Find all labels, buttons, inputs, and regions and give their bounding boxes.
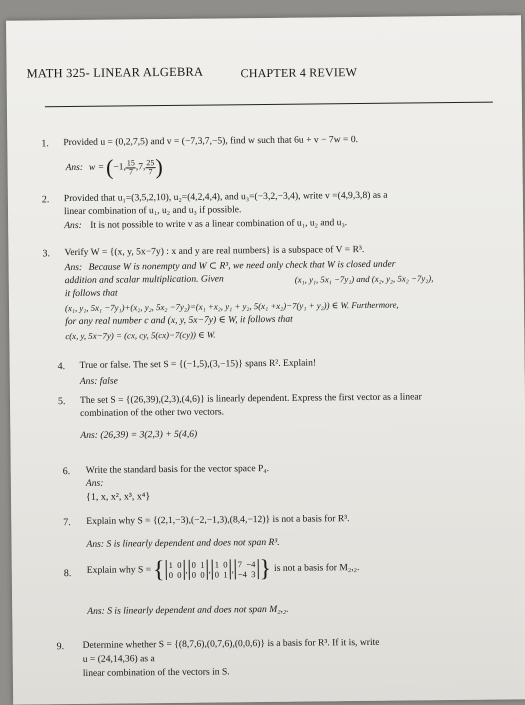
- problem-9-number: 9.: [56, 641, 65, 653]
- problem-3-answer-line5: for any real number c and (x, y, 5x−7y) ∈ W, it follows that: [65, 313, 293, 328]
- problem-3-answer-line6: c(x, y, 5x−7y) = (cx, cy, 5(cx)−7(cy)) ∈ W.: [65, 329, 216, 342]
- chapter-title: CHAPTER 4 REVIEW: [240, 65, 358, 81]
- problem-7-number: 7.: [63, 517, 71, 529]
- set-close-brace: }: [259, 555, 272, 583]
- problem-4-number: 4.: [57, 361, 66, 373]
- problem-6-text: Write the standard basis for the vector space P₄.: [85, 462, 270, 476]
- fraction-25-7: $\frac{25}{7}$: [146, 157, 155, 176]
- problem-2-line1: Provided that u₁=(3,5,2,10), u₂=(4,2,4,4), and u₃=(−3,2,−3,4), write v =(4,9,3,8) as a: [63, 189, 388, 205]
- matrix-4: 7 −4 −4 3: [235, 559, 259, 579]
- problem-9-line3: linear combination of the vectors in S.: [82, 666, 230, 679]
- matrix-1: 1 0 0 0: [166, 560, 185, 580]
- header-divider: [45, 102, 493, 108]
- problem-4-text: True or false. The set S = {(−1,5),(3,−15)} spans R². Explain!: [79, 357, 317, 371]
- matrix-3: 1 0 0 1: [212, 559, 231, 579]
- problem-7-answer: Ans: S is linearly dependent and does not span R³.: [86, 536, 280, 550]
- problem-3-answer-line2a: addition and scalar multiplication. Given: [64, 273, 224, 287]
- problem-3-number: 3.: [42, 248, 51, 260]
- right-paren: ): [155, 154, 163, 180]
- problem-8-answer: Ans: S is linearly dependent and does not span M₂,₂.: [87, 603, 289, 617]
- fraction-15-7: $\frac{15}{7}$: [126, 157, 135, 176]
- problem-7-text: Explain why S = {(2,1,−3),(−2,−1,3),(8,4,−12)} is not a basis for R³.: [86, 513, 350, 527]
- problem-2-number: 2.: [41, 194, 50, 206]
- problem-8-text: Explain why S = { 1 0 0 0 , 0 1 0 0 , 1 0 0 1 , 7 −4 −4 3 } is not a basis for M₂,₂.: [86, 555, 360, 584]
- matrix-2: 0 1 0 0: [189, 560, 208, 580]
- problem-3-answer-line2b: (x₁, y₁, 5x₁ −7y₁) and (x₂, y₂, 5x₂ −7y₂),: [294, 273, 434, 285]
- problem-9-line1: Determine whether S = {(8,7,6),(0,7,6),(0,0,6)} is a basis for R³. If it is, write: [82, 636, 380, 651]
- problem-6-number: 6.: [62, 466, 71, 478]
- answer-label: Ans:: [65, 162, 84, 174]
- problem-9-line2: u = (24,14,36) as a: [82, 653, 155, 665]
- problem-3-answer-line1: Ans: Because W is nonempty and W ⊂ R³, we need only check that W is closed under: [64, 258, 396, 274]
- problem-2-line2: linear combination of u₁, u₂ and u₃ if possible.: [63, 204, 242, 218]
- problem-6-answer: {1, x, x², x³, x⁴}: [85, 491, 151, 503]
- problem-4-answer: Ans: false: [79, 375, 118, 387]
- problem-2-answer: Ans: It is not possible to write v as a linear combination of u₁, u₂ and u₃.: [64, 217, 348, 232]
- problem-3-answer-line3: it follows that: [64, 287, 118, 300]
- problem-5-answer: Ans: (26,39) = 3(2,3) + 5(4,6): [80, 428, 198, 441]
- problem-1-text: Provided u = (0,2,7,5) and v = (−7,3,7,−5), find w such that 6u + v − 7w = 0.: [63, 134, 359, 149]
- left-paren: (: [105, 154, 114, 180]
- problem-3-text: Verify W = {(x, y, 5x−7y) : x and y are real numbers} is a subspace of V = R³.: [64, 243, 365, 259]
- problem-6-answer-label: Ans:: [85, 477, 104, 489]
- answer-mid: ,7,: [135, 162, 146, 173]
- problem-5-line2: combination of the other two vectors.: [80, 406, 225, 419]
- answer-first: −1,: [113, 162, 126, 173]
- problem-5-number: 5.: [57, 396, 66, 408]
- problem-8-number: 8.: [63, 568, 72, 580]
- problem-5-line1: The set S = {(26,39),(2,3),(4,6)} is linearly dependent. Express the first vector as a linear: [79, 391, 422, 406]
- course-title: MATH 325- LINEAR ALGEBRA: [26, 64, 204, 81]
- set-open-brace: {: [152, 557, 165, 584]
- problem-3-answer-line4: (x₁, y₁, 5x₁ −7y₁)+(x₂, y₂, 5x₂ −7y₂)=(x₁ +x₂, y₁ + y₂, 5(x₁ +x₂)−7(y₁ + y₂)) ∈ W. Furthermore,: [64, 299, 399, 314]
- problem-1-number: 1.: [41, 138, 49, 150]
- worksheet-page: [6, 15, 525, 704]
- problem-1-answer: [65, 156, 162, 179]
- answer-lhs: w =: [88, 162, 105, 173]
